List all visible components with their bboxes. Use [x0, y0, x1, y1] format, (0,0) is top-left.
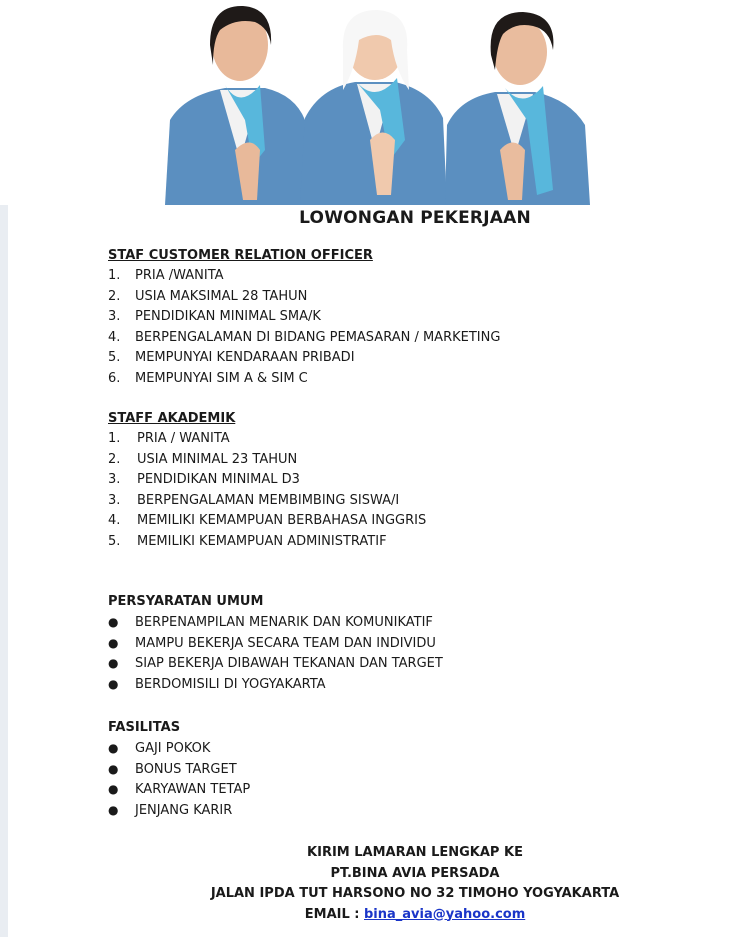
item-number: 6. — [108, 370, 121, 386]
list-item — [108, 307, 500, 328]
bullet-list — [108, 612, 443, 694]
item-text: PRIA /WANITA — [135, 268, 224, 283]
staff-member-left — [165, 6, 305, 205]
item-text: BERPENGALAMAN MEMBIMBING SISWA/I — [137, 492, 400, 508]
bullet-icon: ● — [108, 635, 119, 650]
item-text: SIAP BEKERJA DIBAWAH TEKANAN DAN TARGET — [135, 656, 443, 672]
list-item — [108, 287, 500, 308]
item-text: BERPENAMPILAN MENARIK DAN KOMUNIKATIF — [135, 615, 433, 630]
requirement-list — [108, 429, 426, 553]
item-number: 3. — [108, 472, 121, 488]
item-text: MEMPUNYAI KENDARAAN PRIBADI — [135, 350, 355, 366]
item-text: USIA MINIMAL 23 TAHUN — [137, 451, 298, 467]
list-item — [108, 348, 500, 369]
item-text: USIA MAKSIMAL 28 TAHUN — [135, 288, 308, 304]
item-text: MEMPUNYAI SIM A & SIM C — [135, 370, 308, 386]
item-text: BONUS TARGET — [135, 761, 237, 777]
list-item — [108, 266, 500, 287]
bullet-icon: ● — [108, 615, 119, 629]
bullet-icon: ● — [108, 656, 119, 671]
list-item — [108, 800, 250, 821]
footer-email-row — [80, 905, 750, 926]
section-fasilitas — [108, 718, 250, 820]
email-label: EMAIL : — [304, 906, 364, 922]
staff-member-right — [445, 12, 590, 205]
list-item — [108, 633, 443, 654]
bullet-icon: ● — [108, 741, 119, 755]
footer-company: PT.BINA AVIA PERSADA — [330, 865, 500, 881]
section-heading: STAF CUSTOMER RELATION OFFICER — [108, 248, 373, 263]
item-number: 2. — [108, 288, 121, 304]
list-item — [108, 450, 426, 471]
item-text: GAJI POKOK — [135, 741, 211, 756]
item-number: 3. — [108, 309, 121, 325]
item-text: PENDIDIKAN MINIMAL SMA/K — [135, 309, 321, 325]
email-link[interactable]: bina_avia@yahoo.com — [364, 906, 526, 922]
item-number: 4. — [108, 329, 121, 345]
item-text: MAMPU BEKERJA SECARA TEAM DAN INDIVIDU — [135, 635, 436, 651]
item-text: MEMILIKI KEMAMPUAN BERBAHASA INGGRIS — [137, 513, 427, 529]
staff-member-center — [300, 10, 447, 205]
list-item — [108, 429, 426, 450]
list-item — [108, 328, 500, 349]
list-item — [108, 470, 426, 491]
section-staff-akademik — [108, 409, 426, 553]
section-persyaratan-umum — [108, 592, 443, 694]
list-item — [108, 612, 443, 633]
requirement-list — [108, 266, 500, 390]
item-text: PRIA / WANITA — [137, 431, 230, 446]
page-title: LOWONGAN PEKERJAAN — [299, 208, 531, 228]
section-customer-relation-officer — [108, 246, 500, 390]
item-number: 1. — [108, 268, 121, 283]
list-item — [108, 759, 250, 780]
item-text: KARYAWAN TETAP — [135, 782, 251, 798]
section-heading: STAFF AKADEMIK — [108, 411, 236, 426]
bullet-icon: ● — [108, 761, 119, 776]
item-number: 5. — [108, 350, 121, 366]
section-heading: FASILITAS — [108, 720, 181, 735]
item-number: 2. — [108, 451, 121, 467]
footer-address: JALAN IPDA TUT HARSONO NO 32 TIMOHO YOGYAKARTA — [210, 886, 620, 901]
page-edge-shadow — [0, 205, 8, 937]
list-item — [108, 491, 426, 512]
section-heading: PERSYARATAN UMUM — [108, 594, 264, 609]
list-item — [108, 653, 443, 674]
item-number: 4. — [108, 513, 121, 529]
item-text: BERPENGALAMAN DI BIDANG PEMASARAN / MARKETING — [135, 329, 501, 345]
contact-footer — [0, 843, 750, 925]
staff-photo — [165, 0, 590, 205]
item-text: MEMILIKI KEMAMPUAN ADMINISTRATIF — [137, 533, 387, 549]
item-number: 1. — [108, 431, 121, 446]
bullet-icon: ● — [108, 802, 119, 817]
list-item — [108, 532, 426, 553]
item-text: PENDIDIKAN MINIMAL D3 — [137, 472, 300, 488]
item-number: 5. — [108, 533, 121, 549]
bullet-icon: ● — [108, 676, 119, 691]
list-item — [108, 738, 250, 759]
list-item — [108, 779, 250, 800]
bullet-icon: ● — [108, 782, 119, 797]
item-number: 3. — [108, 492, 121, 508]
list-item — [108, 674, 443, 695]
three-staff-illustration — [165, 0, 590, 205]
bullet-list — [108, 738, 250, 820]
list-item — [108, 511, 426, 532]
list-item — [108, 369, 500, 390]
footer-line-1: KIRIM LAMARAN LENGKAP KE — [307, 845, 523, 860]
item-text: JENJANG KARIR — [135, 802, 233, 818]
item-text: BERDOMISILI DI YOGYAKARTA — [135, 676, 326, 692]
